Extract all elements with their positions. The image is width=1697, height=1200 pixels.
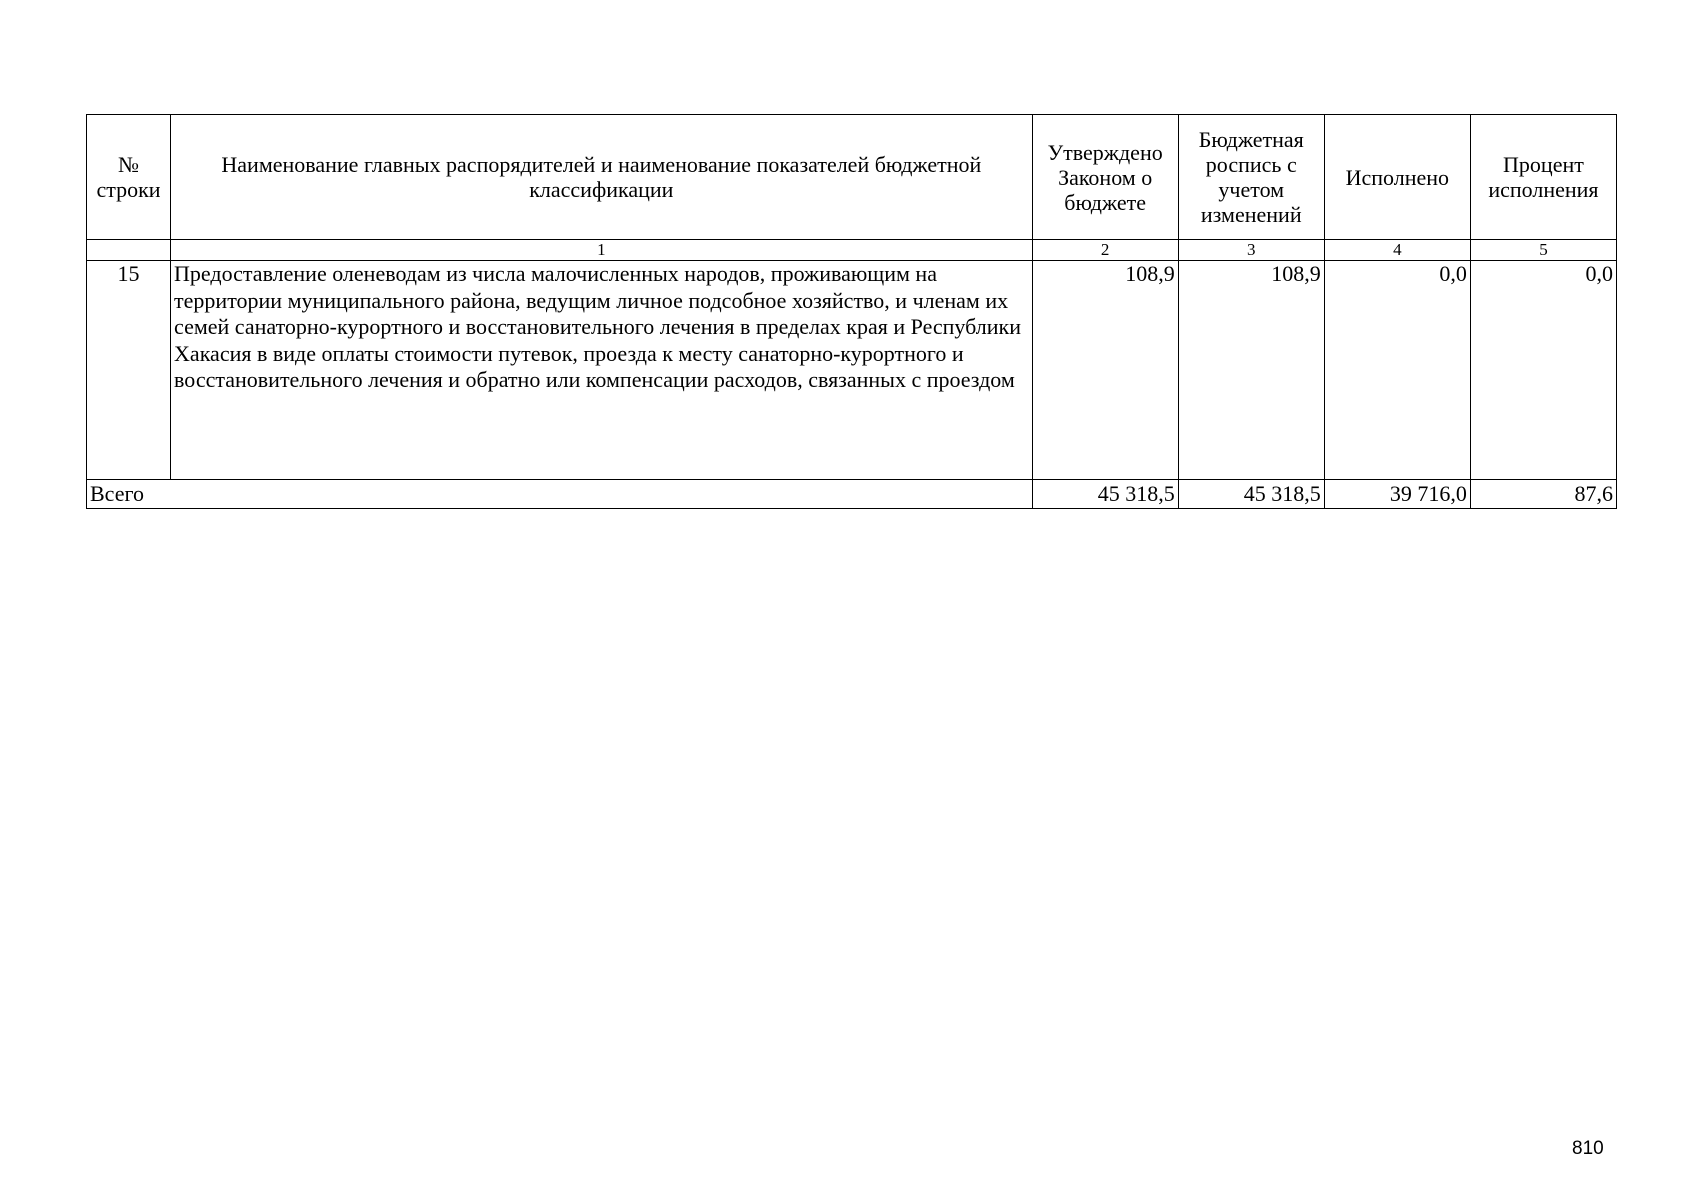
header-executed: Исполнено [1324,115,1470,240]
header-budget-schedule: Бюджетная роспись с учетом изменений [1178,115,1324,240]
column-index: 5 [1470,240,1616,261]
header-row-number: № строки [87,115,171,240]
row-number-cell: 15 [87,261,171,480]
column-index: 3 [1178,240,1324,261]
column-index [87,240,171,261]
column-index-row [87,240,1617,261]
total-percent: 87,6 [1470,480,1616,509]
header-percent: Процент исполнения [1470,115,1616,240]
row-executed-cell: 0,0 [1324,261,1470,480]
budget-execution-table [86,114,1617,509]
total-row [87,480,1617,509]
row-approved-cell: 108,9 [1032,261,1178,480]
column-index: 4 [1324,240,1470,261]
header-name: Наименование главных распорядителей и наименование показателей бюджетной классификации [171,115,1033,240]
total-approved: 45 318,5 [1032,480,1178,509]
row-budget-schedule-cell: 108,9 [1178,261,1324,480]
header-row [87,115,1617,240]
page-number: 810 [1572,1138,1604,1159]
table-row [87,261,1617,480]
column-index: 1 [171,240,1033,261]
total-budget-schedule: 45 318,5 [1178,480,1324,509]
total-executed: 39 716,0 [1324,480,1470,509]
header-approved: Утверждено Законом о бюджете [1032,115,1178,240]
row-name-cell: Предоставление оленеводам из числа малочисленных народов, проживающим на территории муниципального района, ведущим личное подсобное хозяйство, и членам их семей санаторно-курортного и восстановительного лечения в пределах края и Республики Хакасия в виде оплаты стоимости путевок, проезда к месту санаторно-курортного и восстановительного лечения и обратно или компенсации расходов, связанных с проездом [171,261,1033,480]
row-percent-cell: 0,0 [1470,261,1616,480]
total-label: Всего [87,480,1033,509]
column-index: 2 [1032,240,1178,261]
